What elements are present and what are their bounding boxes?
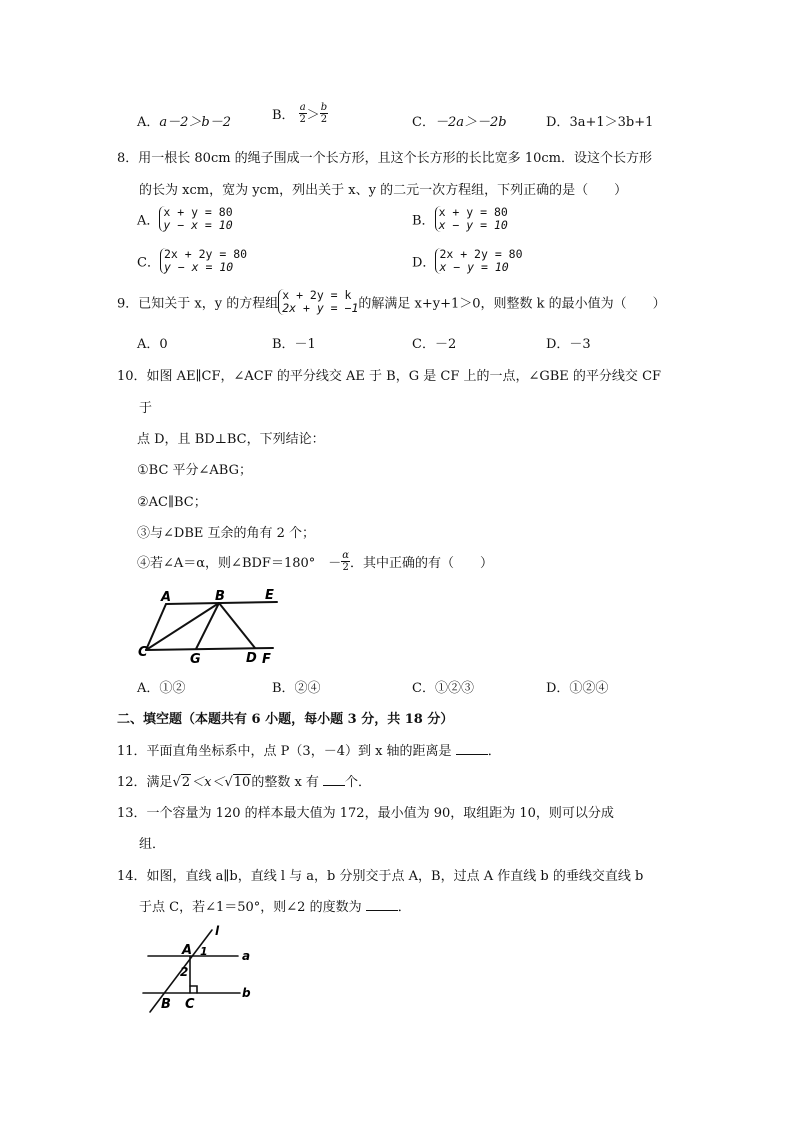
q10-statement-1: ①BC 平分∠ABG； bbox=[137, 463, 252, 478]
q10-statement-2: ②AC∥BC； bbox=[137, 495, 207, 510]
q7-option-b: B． $\frac{a}{2}$ ＞ $\frac{b}{2}$ bbox=[272, 102, 328, 125]
q10-statement-3: ③与∠DBE 互余的角有 2 个； bbox=[137, 526, 316, 541]
q11-stem: 11．平面直角坐标系中，点 P（3，－4）到 x 轴的距离是 ． bbox=[117, 744, 501, 759]
q10-option-a: A．①② bbox=[137, 681, 186, 696]
answer-blank[interactable] bbox=[456, 742, 488, 755]
q9-option-b: B．－1 bbox=[272, 337, 316, 352]
point-label-a: A bbox=[182, 943, 193, 958]
q10-option-b: B．②④ bbox=[272, 681, 321, 696]
q10-stem-line3: 点 D，且 BD⊥BC，下列结论： bbox=[137, 432, 325, 447]
q14-figure bbox=[138, 924, 258, 1016]
q9-stem: 9．已知关于 x，y 的方程组 x + 2y = k 2x + y = −1 的解满足 x+y+1＞0，则整数 k 的最小值为（ ） bbox=[117, 288, 666, 315]
equation-system: x + y = 80 x − y = 10 bbox=[435, 206, 508, 232]
q7-option-d: D．3a+1＞3b+1 bbox=[546, 115, 654, 130]
q10-figure bbox=[136, 586, 286, 668]
angle-label-2: 2 bbox=[180, 965, 189, 979]
q7-option-a: A．a－2＞b－2 bbox=[137, 115, 232, 130]
q8-stem-line2: 的长为 xcm，宽为 ycm，列出关于 x、y 的二元一次方程组，下列正确的是（ ） bbox=[139, 183, 628, 198]
q8-option-d: D． 2x + 2y = 80 x − y = 10 bbox=[412, 247, 523, 274]
line-label-l: l bbox=[215, 924, 220, 938]
fraction: $\frac{a}{2}$ bbox=[299, 102, 306, 125]
q10-stem-line1: 10．如图 AE∥CF，∠ACF 的平分线交 AE 于 B，G 是 CF 上的一点，∠GBE 的平分线交 CF bbox=[117, 369, 662, 384]
line-label-b: b bbox=[242, 986, 251, 1000]
point-label-e: E bbox=[265, 588, 274, 603]
point-label-c: C bbox=[185, 997, 195, 1012]
q9-option-d: D．－3 bbox=[546, 337, 591, 352]
point-label-a: A bbox=[161, 590, 172, 605]
point-label-g: G bbox=[190, 652, 201, 667]
equation-system: 2x + 2y = 80 y − x = 10 bbox=[160, 248, 247, 274]
q10-stem-line2: 于 bbox=[139, 401, 153, 416]
q8-option-b: B． x + y = 80 x − y = 10 bbox=[412, 205, 508, 232]
point-label-f: F bbox=[262, 652, 271, 667]
angle-label-1: 1 bbox=[200, 945, 208, 958]
section-heading: 二、填空题（本题共有 6 小题，每小题 3 分，共 18 分） bbox=[117, 712, 454, 727]
q8-stem-line1: 8．用一根长 80cm 的绳子围成一个长方形，且这个长方形的长比宽多 10cm．设这个长方形 bbox=[117, 151, 652, 166]
q10-statement-4: ④若∠A＝α，则∠BDF＝180° － $\frac{\alpha}{2}$ ．其中正确的有（ ） bbox=[137, 550, 494, 573]
fraction: $\frac{\alpha}{2}$ bbox=[342, 550, 350, 573]
q13-stem-line1: 13．一个容量为 120 的样本最大值为 172，最小值为 90，取组距为 10，则可以分成 bbox=[117, 806, 614, 821]
point-label-b: B bbox=[161, 997, 171, 1012]
equation-system: x + 2y = k 2x + y = −1 bbox=[278, 289, 358, 315]
q9-option-a: A．0 bbox=[137, 337, 168, 352]
q13-stem-line2: 组． bbox=[139, 837, 166, 852]
q9-option-c: C．－2 bbox=[412, 337, 457, 352]
q12-stem: 12．满足√2＜x＜√10的整数 x 有 个． bbox=[117, 775, 372, 790]
equation-system: 2x + 2y = 80 x − y = 10 bbox=[435, 248, 522, 274]
point-label-c: C bbox=[138, 645, 148, 660]
point-label-d: D bbox=[246, 651, 257, 666]
answer-blank[interactable] bbox=[323, 773, 345, 786]
q14-stem-line1: 14．如图，直线 a∥b，直线 l 与 a，b 分别交于点 A，B，过点 A 作直线 b 的垂线交直线 b bbox=[117, 869, 644, 884]
q10-option-c: C．①②③ bbox=[412, 681, 474, 696]
q14-stem-line2: 于点 C，若∠1＝50°，则∠2 的度数为 ． bbox=[139, 900, 411, 915]
line-label-a: a bbox=[242, 949, 251, 963]
answer-blank[interactable] bbox=[366, 898, 398, 911]
equation-system: x + y = 80 y − x = 10 bbox=[159, 206, 232, 232]
q7-option-c: C．－2a＞－2b bbox=[412, 115, 507, 130]
q8-option-c: C． 2x + 2y = 80 y − x = 10 bbox=[137, 247, 248, 274]
point-label-b: B bbox=[215, 589, 225, 604]
fraction: $\frac{b}{2}$ bbox=[320, 102, 328, 125]
q8-option-a: A． x + y = 80 y − x = 10 bbox=[137, 205, 233, 232]
q10-option-d: D．①②④ bbox=[546, 681, 609, 696]
